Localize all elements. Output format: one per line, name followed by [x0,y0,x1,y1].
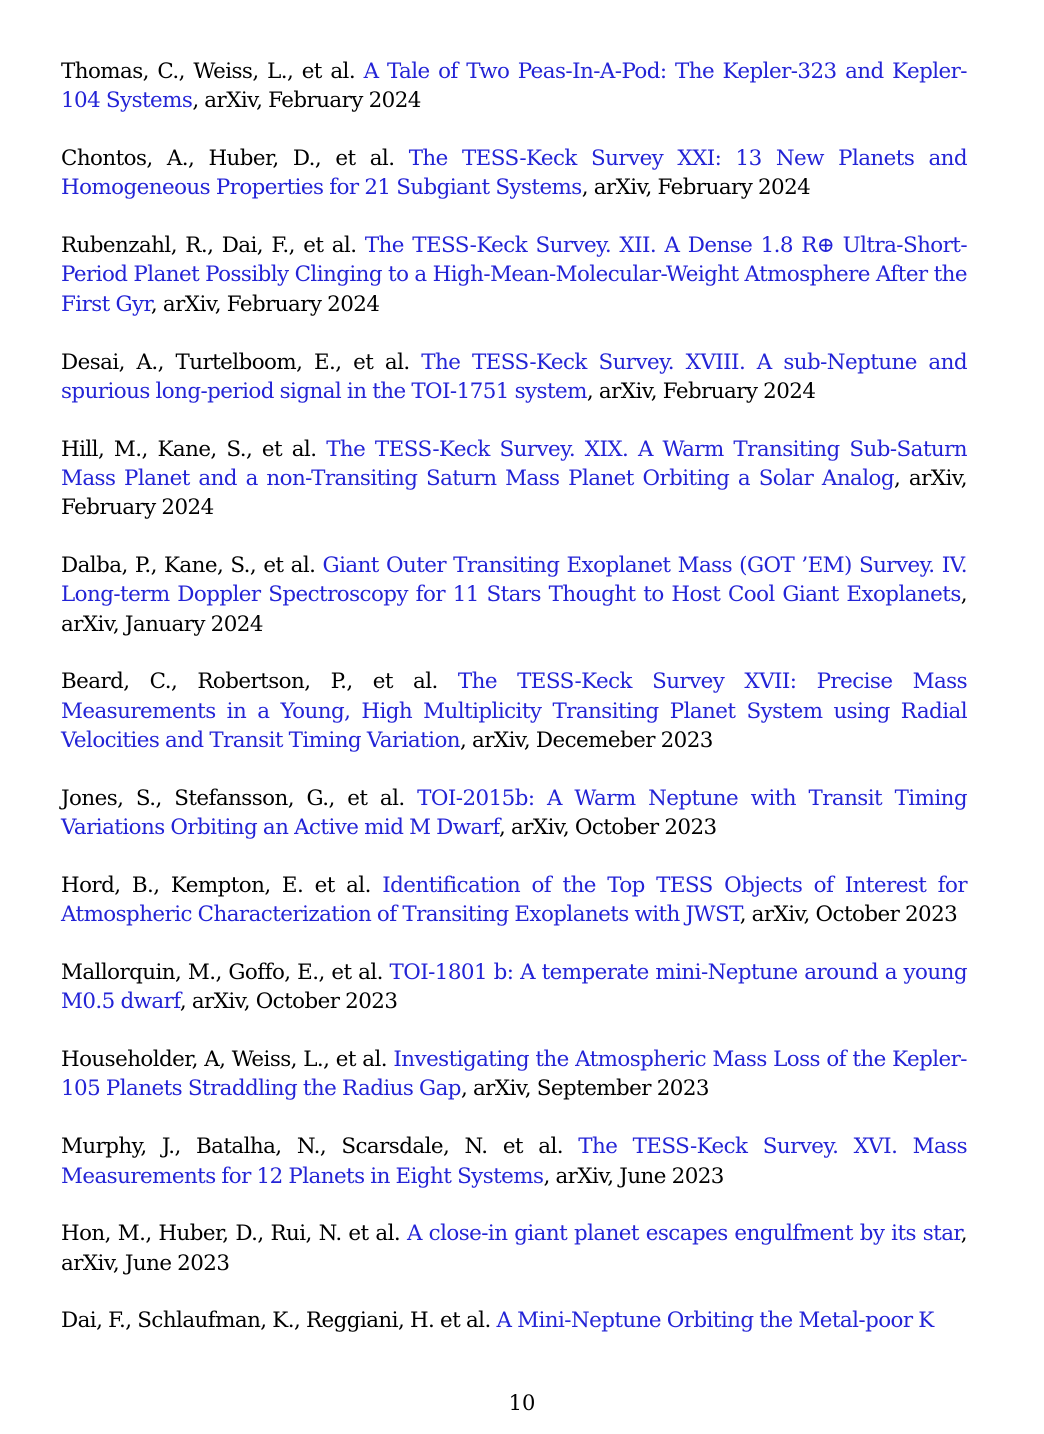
reference-authors: Desai, A., Turtelboom, E., et al. [61,349,410,375]
reference-authors: Thomas, C., Weiss, L., et al. [61,59,356,84]
reference-title-link[interactable]: Identification of the Top TESS Objects of Interest for Atmospheric Characterization of Transiting Exoplanets with JWST [61,872,967,928]
reference-venue: , arXiv, June 2023 [543,1163,724,1189]
reference-title-link[interactable]: TOI-1801 b: A temperate mini-Neptune around a young M0.5 dwarf [61,960,967,1015]
reference-authors: Dalba, P., Kane, S., et al. [61,553,316,579]
reference-authors: Mallorquin, M., Goffo, E., et al. [61,960,383,986]
reference-title-link[interactable]: Giant Outer Transiting Exoplanet Mass (GOT ’EM) Survey. IV. Long-term Doppler Spectroscopy for 11 Stars Thought to Host Cool Giant Exoplanets [61,553,968,608]
reference-venue: , arXiv, February 2024 [586,378,816,404]
reference-title-link[interactable]: The TESS-Keck Survey. XVIII. A sub-Neptune and spurious long-period signal in the TOI-1751 system [61,349,968,404]
reference-authors: Hord, B., Kempton, E. et al. [61,872,371,898]
reference-venue: , arXiv, June 2023 [61,1221,967,1276]
reference-authors: Rubenzahl, R., Dai, F., et al. [61,233,357,259]
reference-authors: Chontos, A., Huber, D., et al. [61,146,395,172]
reference-venue: , arXiv, February 2024 [61,465,967,521]
reference-item [61,1132,967,1191]
reference-title-link[interactable]: The TESS-Keck Survey. XVI. Mass Measurements for 12 Planets in Eight Systems [61,1134,968,1189]
reference-item [61,144,967,203]
reference-title-link[interactable]: The TESS-Keck Survey. XII. A Dense 1.8 R⊕ Ultra-Short-Period Planet Possibly Clinging to a High-Mean-Molecular-Weight Atmosphere After the First Gyr [61,233,968,317]
reference-item [61,667,967,755]
reference-item [61,435,967,523]
reference-item [61,784,967,843]
reference-item [61,57,967,116]
reference-title-link[interactable]: Investigating the Atmospheric Mass Loss of the Kepler-105 Planets Straddling the Radius Gap [61,1047,967,1102]
reference-title-link[interactable]: The TESS-Keck Survey. XIX. A Warm Transiting Sub-Saturn Mass Planet and a non-Transiting Saturn Mass Planet Orbiting a Solar Analog [61,436,968,491]
reference-title-link[interactable]: TOI-2015b: A Warm Neptune with Transit Timing Variations Orbiting an Active mid M Dwarf [61,785,967,841]
reference-item [61,958,967,1017]
reference-authors: Jones, S., Stefansson, G., et al. [61,785,405,811]
reference-venue: , arXiv, Decemeber 2023 [460,728,713,754]
reference-item [61,1306,967,1335]
reference-authors: Beard, C., Robertson, P., et al. [61,669,438,695]
reference-item [61,231,967,319]
reference-venue: , arXiv, October 2023 [499,815,717,841]
reference-authors: Householder, A, Weiss, L., et al. [61,1047,388,1073]
reference-list [61,57,967,1364]
reference-item [61,1219,967,1278]
reference-title-link[interactable]: The TESS-Keck Survey XXI: 13 New Planets and Homogeneous Properties for 21 Subgiant Systems [61,146,968,201]
reference-item [61,348,967,407]
reference-authors: Hill, M., Kane, S., et al. [61,436,317,462]
page-number: 10 [508,1391,536,1415]
reference-authors: Dai, F., Schlaufman, K., Reggiani, H. et al. [61,1308,491,1334]
reference-venue: , arXiv, October 2023 [179,989,398,1015]
reference-authors: Murphy, J., Batalha, N., Scarsdale, N. et al. [61,1134,563,1160]
reference-item [61,551,967,639]
reference-venue: , arXiv, February 2024 [192,88,421,114]
reference-venue: , arXiv, January 2024 [61,582,967,637]
reference-title-link[interactable]: A close-in giant planet escapes engulfment by its star [406,1221,961,1247]
reference-item [61,871,967,930]
reference-authors: Hon, M., Huber, D., Rui, N. et al. [61,1221,401,1247]
reference-venue: , arXiv, September 2023 [460,1076,709,1102]
reference-venue: , arXiv, February 2024 [581,175,811,201]
reference-venue: , arXiv, February 2024 [150,291,380,317]
reference-venue: , arXiv, October 2023 [739,902,958,928]
reference-title-link[interactable]: A Mini-Neptune Orbiting the Metal-poor K [496,1308,934,1334]
reference-item [61,1045,967,1104]
reference-title-link[interactable]: A Tale of Two Peas-In-A-Pod: The Kepler-323 and Kepler-104 Systems [61,59,967,114]
reference-title-link[interactable]: The TESS-Keck Survey XVII: Precise Mass Measurements in a Young, High Multiplicity Transiting Planet System using Radial Velocities and Transit Timing Variation [61,669,968,754]
